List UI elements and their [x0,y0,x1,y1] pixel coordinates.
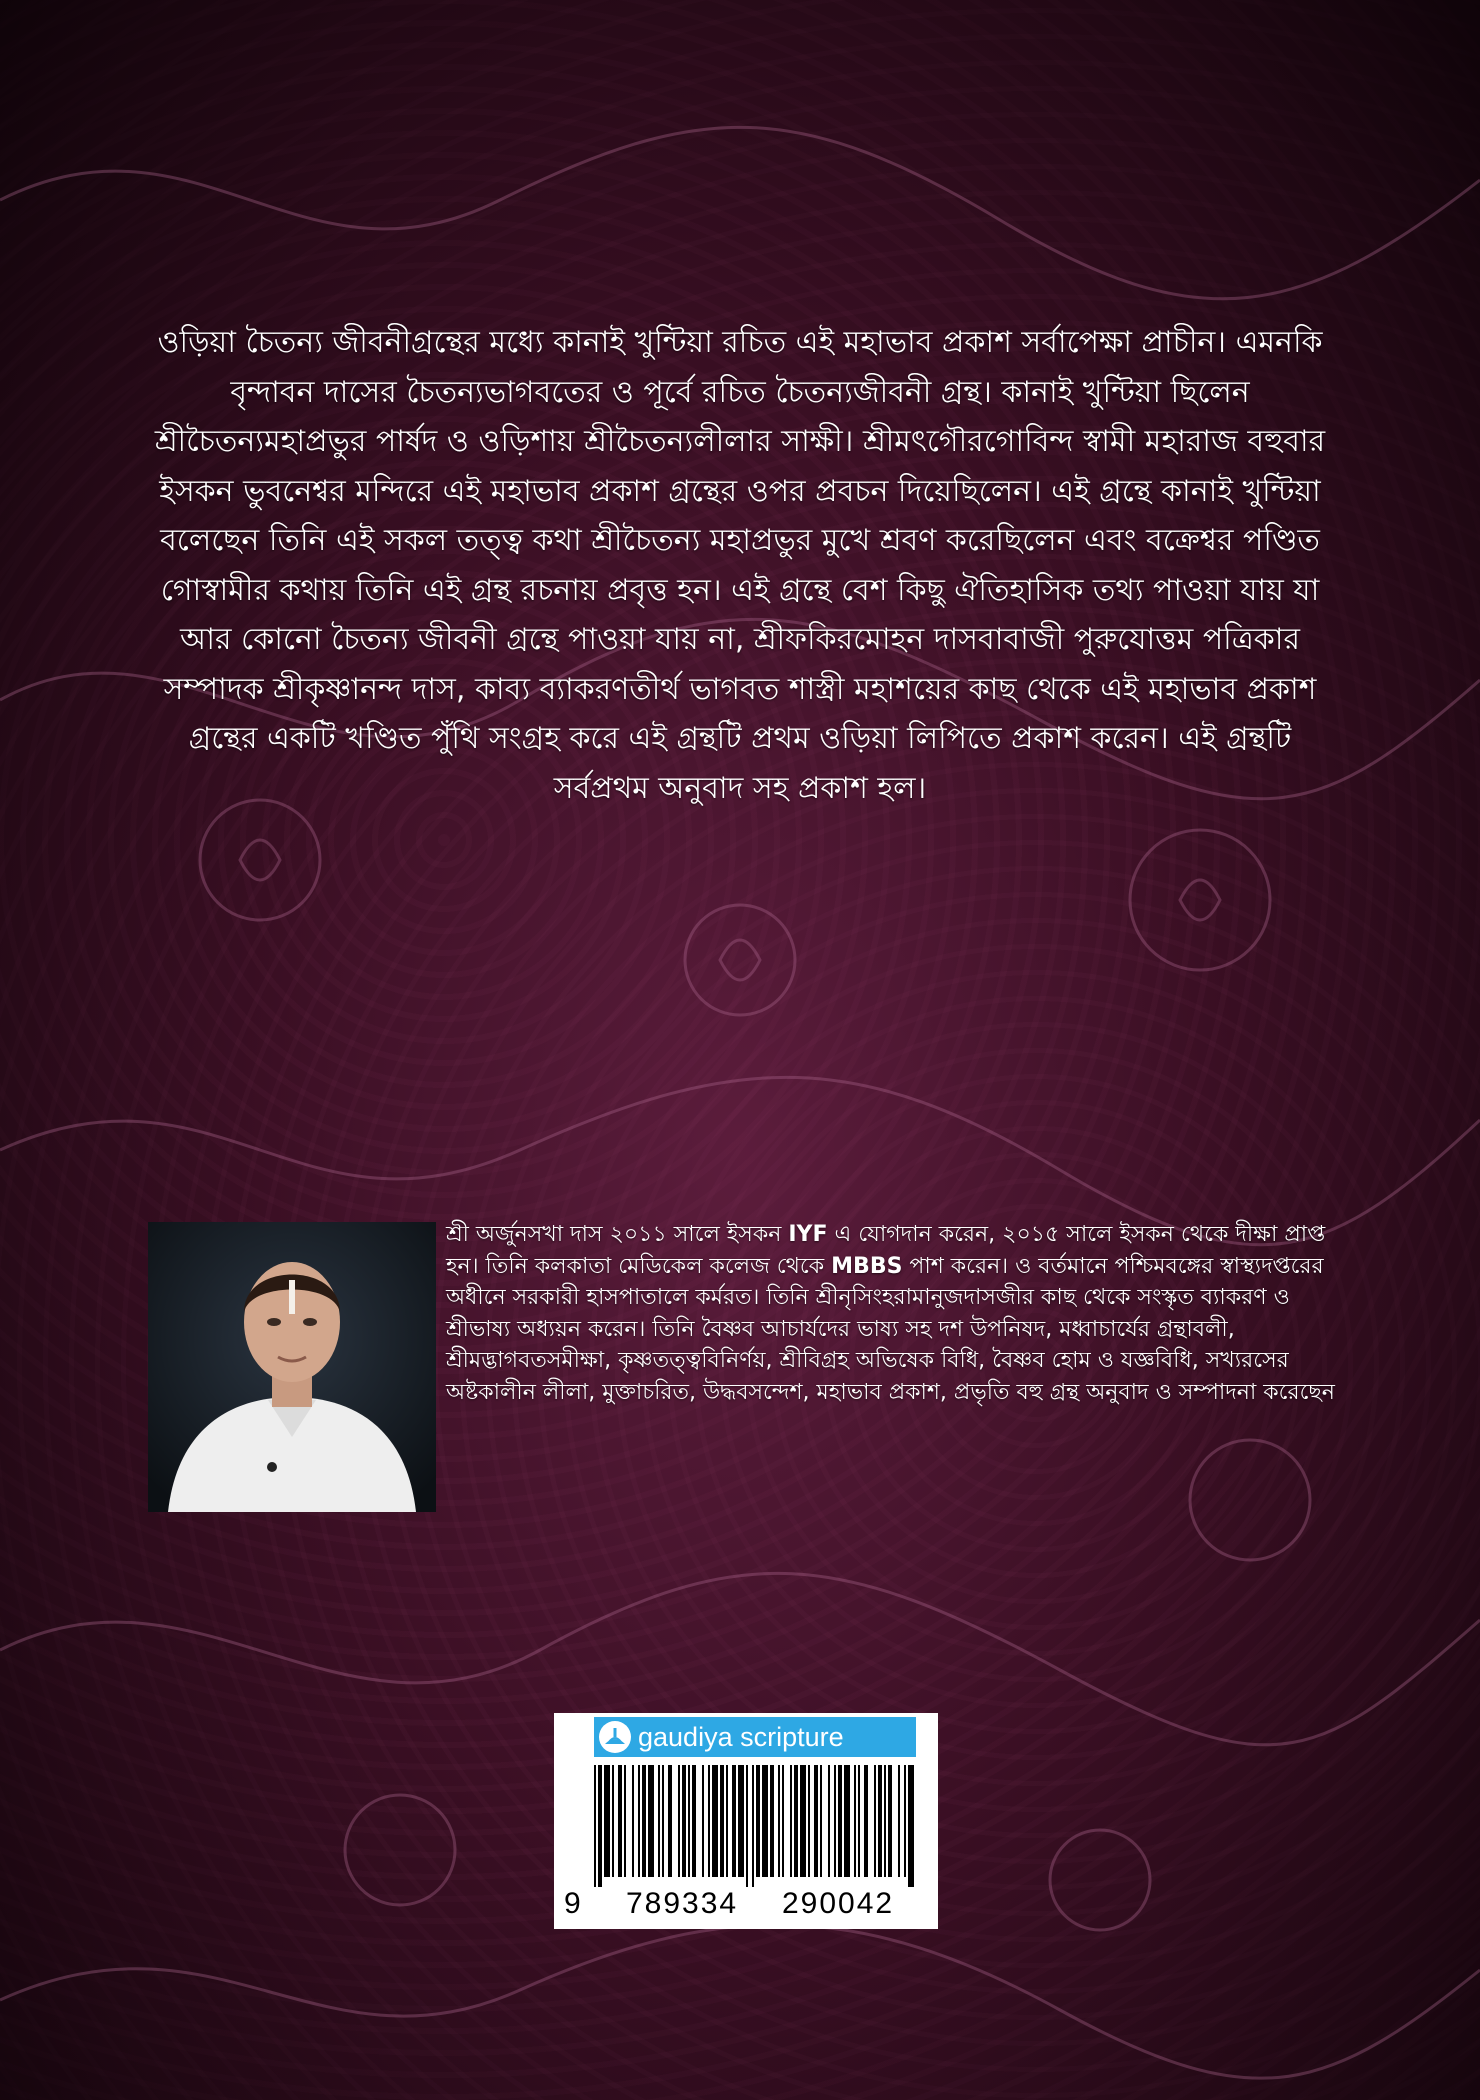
barcode-bar [808,1765,810,1877]
barcode-bar [834,1765,836,1877]
barcode-bar [624,1765,626,1877]
barcode-bar [904,1765,906,1877]
barcode-bar [612,1765,614,1877]
author-portrait-illustration [148,1222,436,1512]
author-bio [446,1219,1346,1408]
author-bio-part-3: পাশ করেন। ও বর্তমানে পশ্চিমবঙ্গের স্বাস্থ্যদপ্তরের অধীনে সরকারী হাসপাতালে কর্মরত। তিনি শ্রীনৃসিংহরামানুজদাসজীর কাছ থেকে সংস্কৃত ব্যাকরণ ও শ্রীভাষ্য অধ্যয়ন করেন। তিনি বৈষ্ণব আচার্যদের ভাষ্য সহ দশ উপনিষদ, মধ্বাচার্যের গ্রন্থাবলী, শ্রীমদ্ভাগবতসমীক্ষা, কৃষ্ণতত্ত্ববিনির্ণয়, শ্রীবিগ্রহ অভিষেক বিধি, বৈষ্ণব হোম ও যজ্ঞবিধি, সখ্যরসের অষ্টকালীন লীলা, মুক্তাচরিত, উদ্ধবসন্দেশ, মহাভাব প্রকাশ, প্রভৃতি বহু গ্রন্থ অনুবাদ ও সম্পাদনা করেছেন [446,1253,1335,1405]
barcode-bar [864,1765,868,1877]
barcode-bar [732,1765,736,1877]
barcode-bar [878,1765,882,1877]
barcode-bar [702,1765,704,1877]
barcode-bar [778,1765,780,1877]
barcode-bar [726,1765,728,1877]
author-bio-part-1: শ্রী অর্জুনসখা দাস ২০১১ সালে ইসকন [446,1222,789,1247]
author-bio-mbbs: MBBS [831,1253,903,1279]
author-bio-part-2: এ যোগদান করেন, ২০১৫ সালে ইসকন থেকে দীক্ষা প্রাপ্ত হন। তিনি কলকাতা মেডিকেল কলেজ থেকে [446,1222,1326,1279]
barcode-bar [838,1765,842,1877]
barcode-bar [752,1765,754,1887]
barcode-bar [908,1765,914,1887]
barcode-bar [678,1765,680,1877]
barcode-bar [898,1765,900,1877]
barcode-bar [762,1765,768,1877]
barcode-bar [770,1765,774,1877]
publisher-logo-icon [598,1720,632,1754]
barcode-bar [648,1765,654,1877]
barcode-bar [844,1765,850,1877]
barcode-bar [794,1765,798,1877]
barcode-bar [884,1765,886,1877]
barcode-bar [594,1765,596,1887]
author-photo [148,1222,436,1512]
barcode-bar [682,1765,686,1877]
author-bio-iyf: IYF [788,1222,828,1247]
barcode-bar [874,1765,876,1877]
barcode-bar [618,1765,622,1877]
barcode-bar [692,1765,696,1877]
barcode-bar [854,1765,856,1877]
barcode-bar [668,1765,672,1877]
barcode-bar [888,1765,892,1877]
barcode-bar [712,1765,718,1877]
barcode-bar [738,1765,744,1877]
barcode-bar [746,1765,748,1887]
back-cover-blurb: ওড়িয়া চৈতন্য জীবনীগ্রন্থের মধ্যে কানাই খুন্টিয়া রচিত এই মহাভাব প্রকাশ সর্বাপেক্ষা প্রাচীন। এমনকি বৃন্দাবন দাসের চৈতন্যভাগবতের ও পূর্বে রচিত চৈতন্যজীবনী গ্রন্থ। কানাই খুন্টিয়া ছিলেন শ্রীচৈতন্যমহাপ্রভুর পার্ষদ ও ওড়িশায় শ্রীচৈতন্যলীলার সাক্ষী। শ্রীমৎগৌরগোবিন্দ স্বামী মহারাজ বহুবার ইসকন ভুবনেশ্বর মন্দিরে এই মহাভাব প্রকাশ গ্রন্থের ওপর প্রবচন দিয়েছিলেন। এই গ্রন্থে কানাই খুন্টিয়া বলেছেন তিনি এই সকল তত্ত্ব কথা শ্রীচৈতন্য মহাপ্রভুর মুখে শ্রবণ করেছিলেন এবং বক্রেশ্বর পণ্ডিত গোস্বামীর কথায় তিনি এই গ্রন্থ রচনায় প্রবৃত্ত হন। এই গ্রন্থে বেশ কিছু ঐতিহাসিক তথ্য পাওয়া যায় যা আর কোনো চৈতন্য জীবনী গ্রন্থে পাওয়া যায় না, শ্রীফকিরমোহন দাসবাবাজী পুরুযোত্তম পত্রিকার সম্পাদক শ্রীকৃষ্ণানন্দ দাস, কাব্য ব্যাকরণতীর্থ ভাগবত শাস্ত্রী মহাশয়ের কাছ থেকে এই মহাভাব প্রকাশ গ্রন্থের একটি খণ্ডিত পুঁথি সংগ্রহ করে এই গ্রন্থটি প্রথম ওড়িয়া লিপিতে প্রকাশ করেন। এই গ্রন্থটি সর্বপ্রথম অনুবাদ সহ প্রকাশ হল। [154,325,1326,806]
barcode-bar [604,1765,610,1877]
barcode-bar [598,1765,602,1887]
publisher-name: gaudiya scripture [638,1721,844,1752]
barcode-bar [814,1765,818,1877]
publisher-banner [594,1717,916,1757]
isbn-right-group: 290042 [782,1887,895,1920]
barcode-bar [828,1765,830,1877]
barcode-bar [658,1765,660,1877]
barcode-bar [790,1765,792,1877]
barcode-bar [858,1765,860,1877]
barcode-bar [662,1765,664,1877]
barcode-bars [594,1765,914,1887]
barcode-bar [642,1765,646,1877]
barcode-bar [800,1765,806,1877]
barcode-bar [688,1765,690,1877]
barcode-bar [632,1765,634,1877]
barcode-bar [756,1765,760,1877]
isbn-left-group: 789334 [626,1887,739,1920]
barcode-bar [638,1765,640,1877]
isbn-first-digit: 9 [564,1887,581,1920]
barcode-bar [708,1765,710,1877]
barcode-bar [820,1765,822,1877]
barcode-bar [782,1765,784,1877]
barcode-bar [720,1765,724,1877]
isbn-barcode [554,1713,938,1929]
